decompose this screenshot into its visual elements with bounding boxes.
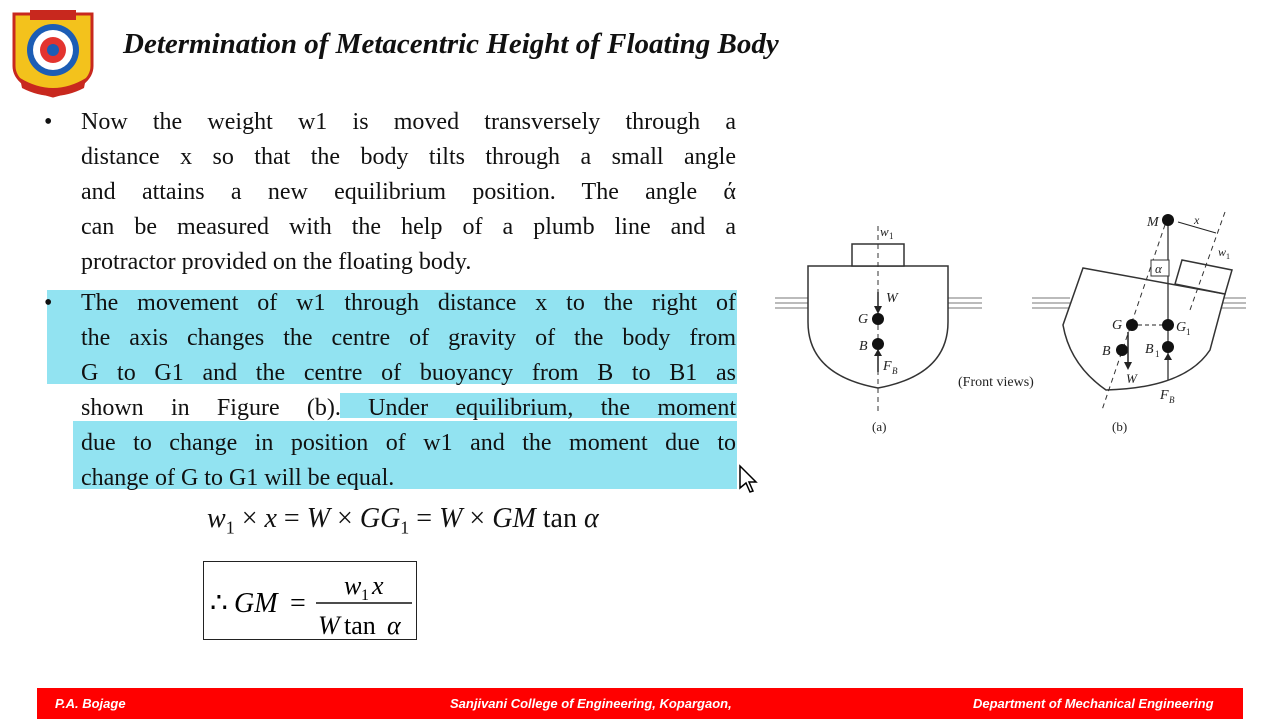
label-G: G — [1112, 318, 1123, 333]
eq-times: × — [337, 503, 353, 534]
eq-W: W — [318, 611, 340, 640]
moment-equation — [207, 503, 599, 539]
text-line: shown in Figure (b). Under equilibrium, the moment — [81, 395, 736, 421]
text-line: and attains a new equilibrium position. The angle ά — [81, 179, 736, 205]
label-sub: B — [892, 366, 898, 376]
label-G1: G — [1176, 320, 1187, 335]
eq-equals: = — [290, 588, 306, 619]
text-line: due to change in position of w1 and the moment due to — [81, 430, 736, 456]
footer-college: Sanjivani College of Engineering, Kopargaon, — [450, 696, 732, 711]
eq-sub: 1 — [225, 517, 235, 538]
eq-sub: 1 — [400, 517, 410, 538]
label-alpha: α — [1155, 261, 1162, 276]
label-w1: w — [1218, 245, 1227, 259]
water-line-right — [948, 298, 982, 308]
footer-department: Department of Mechanical Engineering — [973, 696, 1214, 711]
eq-W: W — [439, 503, 463, 534]
eq-x: x — [372, 571, 384, 600]
label-sub: 1 — [1155, 349, 1160, 359]
slide-footer — [37, 688, 1243, 719]
figure-label-a: (a) — [872, 419, 887, 434]
label-sub: 1 — [1186, 327, 1191, 337]
eq-sub: 1 — [361, 587, 369, 604]
result-formula-box — [203, 561, 417, 640]
label-sub: 1 — [889, 231, 894, 241]
bullet-dot: • — [44, 109, 53, 135]
text-line: The movement of w1 through distance x to the right of — [81, 290, 736, 316]
bullet-paragraph — [44, 286, 736, 496]
eq-GG: GG — [359, 503, 401, 534]
label-B: B — [859, 339, 868, 354]
eq-tan: tan — [344, 611, 376, 640]
eq-GM: GM — [492, 503, 536, 534]
point-B-b — [1116, 344, 1128, 356]
figure-label-b: (b) — [1112, 419, 1128, 434]
label-F: F — [883, 359, 892, 374]
eq-equals: = — [283, 503, 300, 534]
eq-times: × — [241, 503, 258, 534]
floating-body-figure — [770, 200, 1260, 450]
label-sub: 1 — [1226, 252, 1230, 261]
eq-equals: = — [416, 503, 433, 534]
slide-title: Determination of Metacentric Height of Floating Body — [123, 28, 779, 60]
figure-caption: (Front views) — [958, 375, 1034, 390]
text-line: the axis changes the centre of gravity of the body from — [81, 325, 736, 351]
label-W: W — [886, 291, 898, 306]
point-G-a — [872, 313, 884, 325]
text-line: distance x so that the body tilts through a small angle — [81, 144, 736, 170]
footer-author: P.A. Bojage — [55, 696, 126, 711]
point-B1 — [1162, 341, 1174, 353]
label-B1: B — [1145, 342, 1154, 357]
point-G1 — [1162, 319, 1174, 331]
text-line: change of G to G1 will be equal. — [81, 465, 395, 491]
eq-W: W — [306, 503, 331, 534]
eq-alpha: α — [583, 503, 599, 534]
result-formula — [204, 562, 418, 641]
point-G-b — [1126, 319, 1138, 331]
eq-therefore: ∴ — [210, 588, 228, 619]
text-line: Now the weight w1 is moved transversely through a — [81, 109, 736, 135]
label-W: W — [1126, 371, 1137, 386]
label-w1: w — [880, 224, 889, 239]
bullet-paragraph — [44, 105, 736, 280]
eq-times: × — [469, 503, 486, 534]
label-sub: B — [1169, 395, 1175, 405]
label-B: B — [1102, 344, 1111, 359]
label-G: G — [858, 312, 869, 327]
eq-alpha: α — [387, 611, 401, 640]
point-B-a — [872, 338, 884, 350]
eq-x: x — [264, 503, 277, 534]
text-line: G to G1 and the centre of buoyancy from B to B1 as — [81, 360, 736, 386]
bullet-dot: • — [44, 290, 53, 316]
bullet-list — [44, 105, 736, 496]
mouse-cursor-icon — [738, 464, 760, 496]
text-line: can be measured with the help of a plumb line and a — [81, 214, 736, 240]
label-F: F — [1160, 388, 1169, 403]
text-line: protractor provided on the floating body. — [81, 249, 472, 275]
college-logo-icon — [8, 8, 98, 100]
water-line-left-b — [1032, 298, 1070, 308]
eq-w: w — [344, 571, 362, 600]
water-line-left — [775, 298, 808, 308]
label-M: M — [1147, 215, 1159, 230]
point-M — [1162, 214, 1174, 226]
eq-tan: tan — [542, 503, 577, 534]
eq-w: w — [207, 503, 226, 534]
eq-GM: GM — [234, 588, 278, 619]
label-x: x — [1194, 213, 1200, 227]
